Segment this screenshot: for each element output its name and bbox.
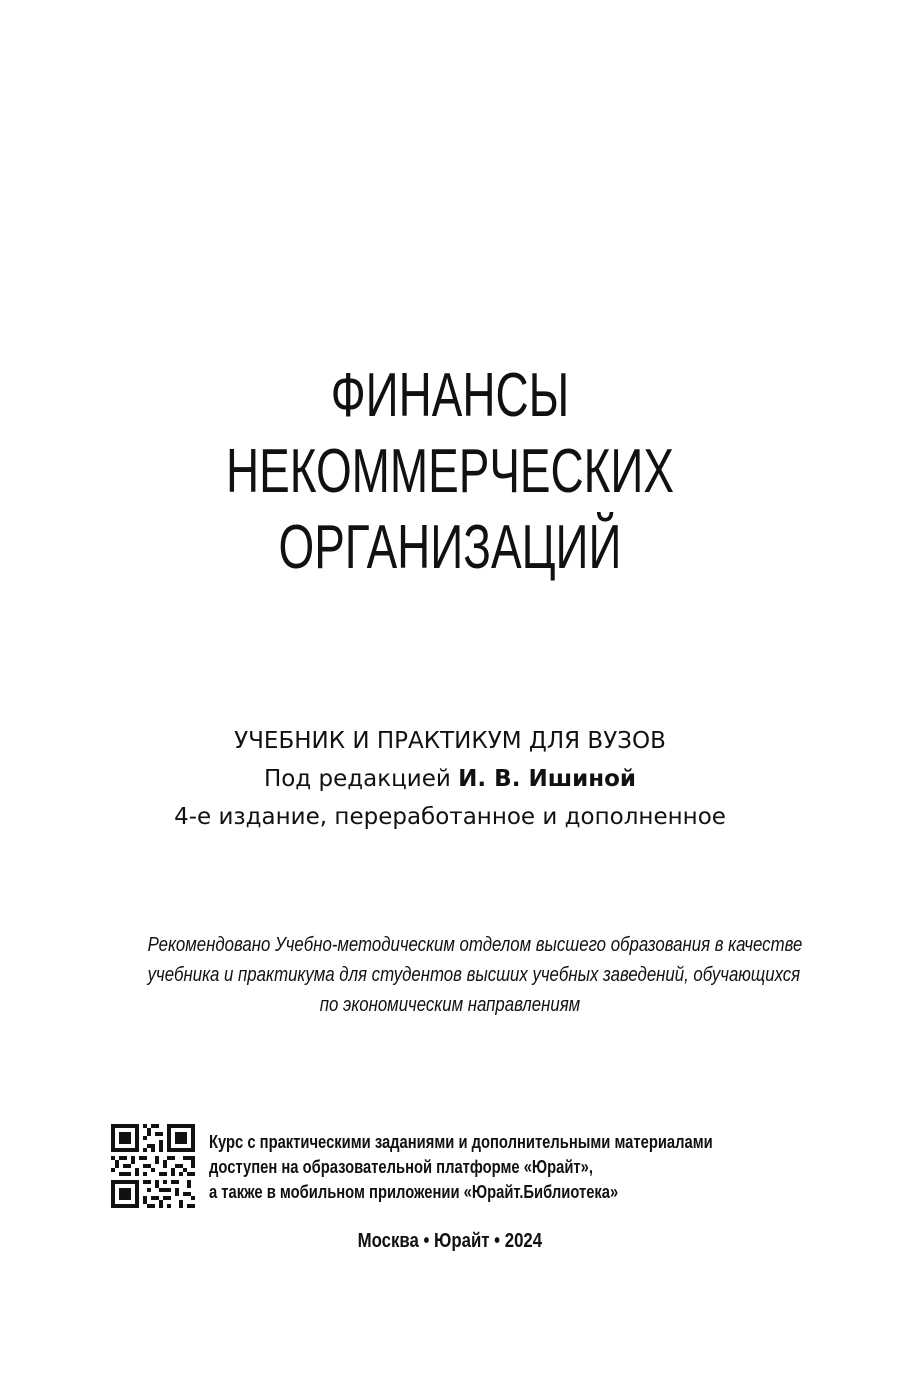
book-title-line-1: ФИНАНСЫ [330, 361, 570, 430]
qr-code-icon[interactable] [111, 1124, 195, 1208]
recommendation-line-1: Рекомендовано Учебно-методическим отделом высшего образования в качестве [147, 934, 803, 956]
course-info-line-2: доступен на образовательной платформе «Юрайт», [209, 1157, 593, 1177]
imprint-text: Москва • Юрайт • 2024 [357, 1230, 543, 1252]
editor-prefix: Под редакцией [263, 766, 451, 792]
recommendation-text [90, 930, 810, 1020]
course-info-line-3: а также в мобильном приложении «Юрайт.Библиотека» [209, 1182, 619, 1202]
book-title-line-3: ОРГАНИЗАЦИЙ [278, 513, 622, 582]
course-info-line-1: Курс с практическими заданиями и дополнительными материалами [209, 1132, 713, 1152]
recommendation-line-3: по экономическим направлениям [319, 994, 581, 1016]
edition-note: 4-е издание, переработанное и дополненное [174, 804, 726, 830]
publisher-imprint [0, 1227, 900, 1255]
book-title-line-2: НЕКОММЕРЧЕСКИХ [226, 437, 674, 506]
book-title [0, 358, 900, 586]
course-info [209, 1130, 769, 1205]
recommendation-line-2: учебника и практикума для студентов высших учебных заведений, обучающихся [147, 964, 801, 986]
book-subtitle-block [0, 722, 900, 836]
book-type: УЧЕБНИК И ПРАКТИКУМ ДЛЯ ВУЗОВ [234, 728, 666, 754]
editor-name: И. В. Ишиной [458, 766, 637, 792]
editor-line [0, 760, 900, 798]
